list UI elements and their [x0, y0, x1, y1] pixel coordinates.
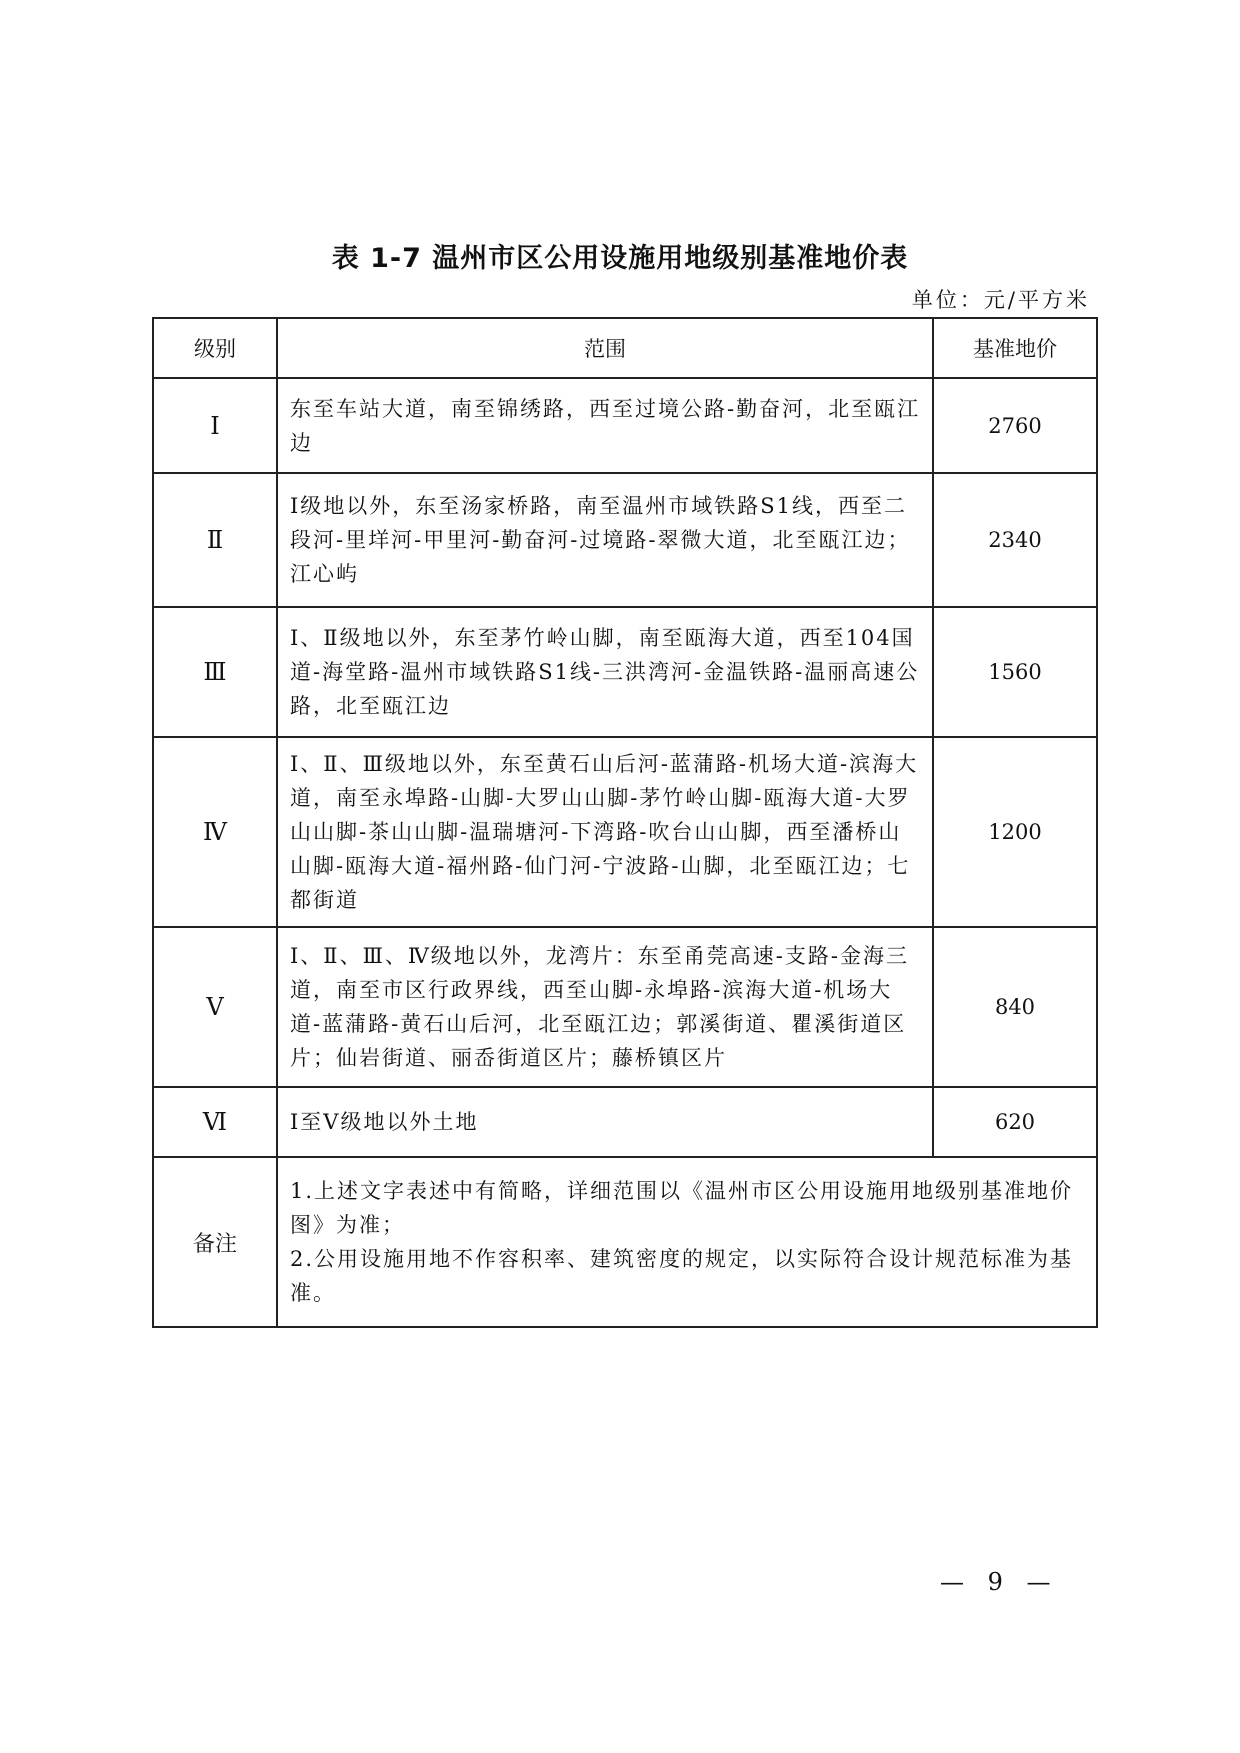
range-cell: Ⅰ、Ⅱ级地以外，东至茅竹岭山脚，南至瓯海大道，西至104国道-海堂路-温州市域铁路S1线-三洪湾河-金温铁路-温丽高速公路，北至瓯江边 — [277, 607, 933, 737]
land-price-table — [152, 317, 1098, 1328]
notes-row — [153, 1157, 1097, 1327]
grade-cell: Ⅴ — [153, 927, 277, 1087]
price-cell: 2340 — [933, 473, 1097, 607]
grade-cell: Ⅲ — [153, 607, 277, 737]
price-cell: 840 — [933, 927, 1097, 1087]
table-row — [153, 378, 1097, 473]
table-header-row — [153, 318, 1097, 378]
range-cell: 东至车站大道，南至锦绣路，西至过境公路-勤奋河，北至瓯江边 — [277, 378, 933, 473]
grade-cell: Ⅰ — [153, 378, 277, 473]
unit-label: 单位：元/平方米 — [911, 288, 1090, 312]
header-range: 范围 — [277, 318, 933, 378]
price-cell: 1200 — [933, 737, 1097, 927]
header-price: 基准地价 — [933, 318, 1097, 378]
range-cell: Ⅰ、Ⅱ、Ⅲ级地以外，东至黄石山后河-蓝蒲路-机场大道-滨海大道，南至永埠路-山脚-大罗山山脚-茅竹岭山脚-瓯海大道-大罗山山脚-茶山山脚-温瑞塘河-下湾路-吹台山山脚，西至潘桥山山脚-瓯海大道-福州路-仙门河-宁波路-山脚，北至瓯江边；七都街道 — [277, 737, 933, 927]
range-cell: Ⅰ至Ⅴ级地以外土地 — [277, 1087, 933, 1157]
note-line-1: 1.上述文字表述中有简略，详细范围以《温州市区公用设施用地级别基准地价图》为准； — [290, 1179, 1074, 1237]
notes-label: 备注 — [153, 1157, 277, 1327]
page-number: — 9 — — [940, 1568, 1059, 1596]
table-row — [153, 927, 1097, 1087]
range-cell: Ⅰ级地以外，东至汤家桥路，南至温州市域铁路S1线，西至二段河-里垟河-甲里河-勤奋河-过境路-翠微大道，北至瓯江边；江心屿 — [277, 473, 933, 607]
table-row — [153, 607, 1097, 737]
table-row — [153, 737, 1097, 927]
price-cell: 620 — [933, 1087, 1097, 1157]
table-title: 表 1-7 温州市区公用设施用地级别基准地价表 — [331, 243, 909, 274]
range-cell: Ⅰ、Ⅱ、Ⅲ、Ⅳ级地以外，龙湾片：东至甬莞高速-支路-金海三道，南至市区行政界线，西至山脚-永埠路-滨海大道-机场大道-蓝蒲路-黄石山后河，北至瓯江边；郭溪街道、瞿溪街道区片；仙岩街道、丽岙街道区片；藤桥镇区片 — [277, 927, 933, 1087]
notes-body — [277, 1157, 1097, 1327]
grade-cell: Ⅳ — [153, 737, 277, 927]
table-row — [153, 1087, 1097, 1157]
grade-cell: Ⅵ — [153, 1087, 277, 1157]
header-grade: 级别 — [153, 318, 277, 378]
price-cell: 2760 — [933, 378, 1097, 473]
price-cell: 1560 — [933, 607, 1097, 737]
table-row — [153, 473, 1097, 607]
grade-cell: Ⅱ — [153, 473, 277, 607]
note-line-2: 2.公用设施用地不作容积率、建筑密度的规定，以实际符合设计规范标准为基准。 — [290, 1247, 1074, 1305]
